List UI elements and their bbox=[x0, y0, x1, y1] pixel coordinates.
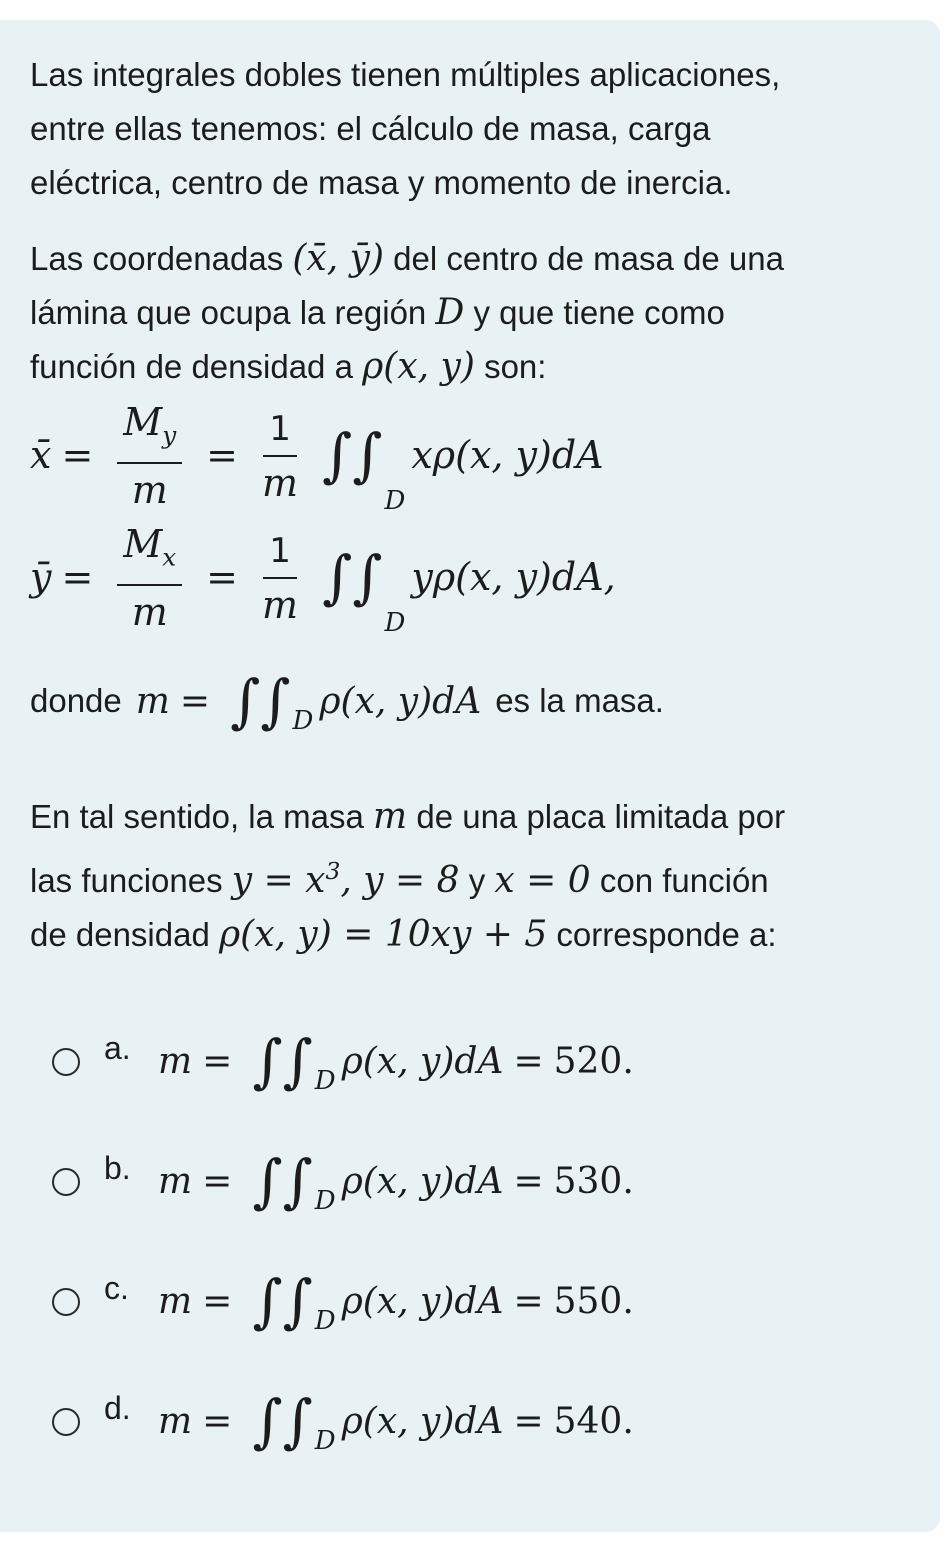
formula-y-num2: 1 bbox=[263, 529, 297, 579]
double-integral-symbol: ∫∫ bbox=[252, 1387, 313, 1455]
mass-def-pre: donde bbox=[30, 682, 122, 719]
intro-line-2: entre ellas tenemos: el cálculo de masa, carga bbox=[30, 110, 711, 147]
formula-x-frac2 bbox=[262, 407, 298, 503]
coords-text-g: son: bbox=[484, 348, 547, 385]
mass-def-integrand: ρ(x, y)dA bbox=[319, 680, 482, 722]
question-func-1: $y = x^3$, y = 8 bbox=[231, 857, 460, 901]
double-integral-symbol: ∫∫ bbox=[252, 1267, 313, 1335]
formula-x-num: M bbox=[123, 400, 163, 444]
formula-y-lhs: ȳ bbox=[30, 554, 52, 599]
option-c-letter: c. bbox=[104, 1270, 129, 1306]
formula-x-lhs: x̄ bbox=[30, 432, 52, 477]
radio-button-b[interactable] bbox=[52, 1168, 80, 1196]
formula-y-eq1: = bbox=[61, 554, 94, 599]
intro-text bbox=[30, 48, 910, 210]
formula-x-integrand: xρ(x, y)dA bbox=[411, 432, 604, 477]
coords-text bbox=[30, 232, 910, 394]
option-b-value: 530. bbox=[553, 1160, 634, 1202]
radio-button-a[interactable] bbox=[52, 1048, 80, 1076]
coords-text-e: y que tiene como bbox=[473, 294, 725, 331]
coords-text-a: Las coordenadas bbox=[30, 240, 284, 277]
formula-x-region: D bbox=[384, 485, 406, 516]
formula-y-den: m bbox=[131, 589, 168, 634]
formula-x-frac1 bbox=[117, 400, 182, 510]
intro-line-1: Las integrales dobles tienen múltiples aplicaciones, bbox=[30, 56, 781, 93]
formula-x-eq1: = bbox=[61, 432, 94, 477]
formula-y-frac2 bbox=[262, 529, 298, 625]
option-c[interactable] bbox=[52, 1267, 912, 1336]
formula-y-region: D bbox=[384, 607, 406, 638]
formula-y-den2: m bbox=[262, 582, 299, 627]
question-math-m: m bbox=[373, 796, 408, 837]
formula-x-num2: 1 bbox=[263, 407, 297, 457]
mass-definition bbox=[30, 667, 664, 736]
option-a-value: 520. bbox=[553, 1040, 634, 1082]
region-symbol: D bbox=[435, 292, 465, 333]
question-func-3: x = 0 bbox=[494, 860, 591, 901]
option-c-value: 550. bbox=[553, 1280, 634, 1322]
question-text-e: de densidad bbox=[30, 916, 210, 953]
mass-def-region: D bbox=[292, 706, 314, 736]
radio-button-c[interactable] bbox=[52, 1288, 80, 1316]
option-a-letter: a. bbox=[104, 1030, 131, 1066]
question-text-d: con función bbox=[599, 862, 769, 899]
double-integral-symbol: ∫∫ bbox=[230, 667, 291, 735]
question-text-a: En tal sentido, la masa bbox=[30, 798, 364, 835]
mass-def-lhs: m bbox=[135, 680, 170, 722]
question-density: ρ(x, y) = 10xy + 5 bbox=[219, 914, 548, 955]
question-text-y: y bbox=[468, 862, 486, 899]
formula-x-den: m bbox=[131, 467, 168, 512]
option-a[interactable] bbox=[52, 1027, 912, 1096]
coords-text-f: función de densidad a bbox=[30, 348, 353, 385]
formula-y-bar bbox=[30, 522, 616, 638]
formula-y-integrand: yρ(x, y)dA, bbox=[411, 554, 616, 599]
double-integral-symbol: ∫∫ bbox=[252, 1147, 313, 1215]
option-d-equation: m = ∫∫ D ρ(x, y)dA = 540. bbox=[158, 1387, 634, 1456]
option-b[interactable] bbox=[52, 1147, 912, 1216]
mass-def-eq: = bbox=[179, 680, 211, 722]
option-c-equation: m = ∫∫ D ρ(x, y)dA = 550. bbox=[158, 1267, 634, 1336]
question-text bbox=[30, 790, 910, 962]
option-d-value: 540. bbox=[553, 1400, 634, 1442]
formula-x-eq2: = bbox=[206, 432, 238, 477]
formula-y-eq2: = bbox=[206, 554, 239, 599]
coords-text-c: lámina que ocupa la región bbox=[30, 294, 427, 331]
coords-text-b: del centro de masa de una bbox=[393, 240, 784, 277]
formula-y-num: M bbox=[123, 522, 163, 566]
question-text-b: de una placa limitada por bbox=[416, 798, 786, 835]
density-symbol: ρ(x, y) bbox=[362, 346, 475, 387]
option-b-letter: b. bbox=[104, 1150, 131, 1186]
formula-x-num-sub: y bbox=[162, 420, 177, 450]
double-integral-symbol: ∫∫ bbox=[322, 420, 383, 489]
formula-y-frac1 bbox=[117, 522, 182, 632]
option-d[interactable] bbox=[52, 1387, 912, 1456]
question-text-c: las funciones bbox=[30, 862, 223, 899]
mass-def-post: es la masa. bbox=[495, 682, 664, 719]
double-integral-symbol: ∫∫ bbox=[322, 542, 383, 611]
intro-line-3: eléctrica, centro de masa y momento de inercia. bbox=[30, 164, 733, 201]
formula-x-bar bbox=[30, 400, 604, 516]
option-a-equation: m = ∫∫ D ρ(x, y)dA = 520. bbox=[158, 1027, 634, 1096]
double-integral-symbol: ∫∫ bbox=[252, 1027, 313, 1095]
option-d-letter: d. bbox=[104, 1390, 131, 1426]
formula-y-num-sub: x bbox=[162, 542, 177, 572]
question-card bbox=[0, 20, 940, 1532]
formula-x-den2: m bbox=[262, 460, 299, 505]
coords-math: (x̄, ȳ) bbox=[292, 238, 384, 279]
radio-button-d[interactable] bbox=[52, 1408, 80, 1436]
option-b-equation: m = ∫∫ D ρ(x, y)dA = 530. bbox=[158, 1147, 634, 1216]
question-text-f: corresponde a: bbox=[556, 916, 777, 953]
